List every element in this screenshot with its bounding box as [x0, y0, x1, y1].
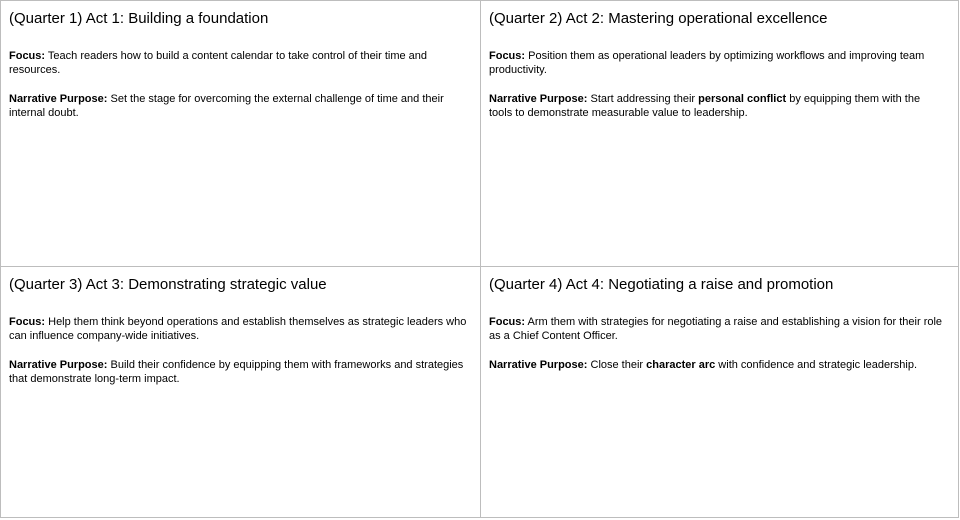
quarter-3-title: (Quarter 3) Act 3: Demonstrating strategic value	[9, 276, 327, 293]
quarter-3-narrative-purpose	[9, 358, 472, 386]
quarter-1-cell	[1, 1, 481, 267]
narrative-purpose-label: Narrative Purpose:	[9, 359, 108, 371]
quarter-2-focus	[489, 49, 950, 77]
narrative-purpose-label: Narrative Purpose:	[489, 359, 588, 371]
narrative-purpose-text-end: with confidence and strategic leadership.	[715, 359, 918, 371]
narrative-purpose-text: Close their	[587, 359, 647, 371]
narrative-purpose-label: Narrative Purpose:	[489, 93, 588, 105]
quarter-4-narrative-purpose	[489, 358, 950, 372]
narrative-purpose-emphasis: personal conflict	[698, 93, 787, 105]
quarter-1-focus	[9, 49, 472, 77]
focus-label: Focus:	[489, 316, 526, 328]
narrative-purpose-text-end: by equipping them with the tools to demonstrate measurable value to leadership.	[489, 93, 921, 119]
quarter-4-cell	[481, 267, 958, 517]
focus-text: Teach readers how to build a content calendar to take control of their time and resources.	[9, 50, 428, 76]
narrative-purpose-text: Build their confidence by equipping them with frameworks and strategies that demonstrate long-term impact.	[9, 359, 464, 385]
focus-label: Focus:	[9, 50, 46, 62]
quarter-3-focus	[9, 315, 472, 343]
quarter-1-narrative-purpose	[9, 92, 472, 120]
focus-text: Position them as operational leaders by optimizing workflows and improving team productivity.	[489, 50, 925, 76]
quarter-4-title: (Quarter 4) Act 4: Negotiating a raise and promotion	[489, 276, 834, 293]
quarter-1-title: (Quarter 1) Act 1: Building a foundation	[9, 10, 269, 27]
quarter-2-cell	[481, 1, 958, 267]
focus-text: Arm them with strategies for negotiating a raise and establishing a vision for their role as a Chief Content Officer.	[489, 316, 943, 342]
narrative-purpose-text: Start addressing their	[587, 93, 699, 105]
narrative-purpose-text: Set the stage for overcoming the external challenge of time and their internal doubt.	[9, 93, 444, 119]
focus-text: Help them think beyond operations and establish themselves as strategic leaders who can influence company-wide initiatives.	[9, 316, 467, 342]
focus-label: Focus:	[489, 50, 526, 62]
quarter-2-title: (Quarter 2) Act 2: Mastering operational excellence	[489, 10, 828, 27]
quarter-4-focus	[489, 315, 950, 343]
narrative-purpose-emphasis: character arc	[646, 359, 716, 371]
quarter-2-narrative-purpose	[489, 92, 950, 120]
narrative-purpose-label: Narrative Purpose:	[9, 93, 108, 105]
quarter-3-cell	[1, 267, 481, 517]
focus-label: Focus:	[9, 316, 46, 328]
